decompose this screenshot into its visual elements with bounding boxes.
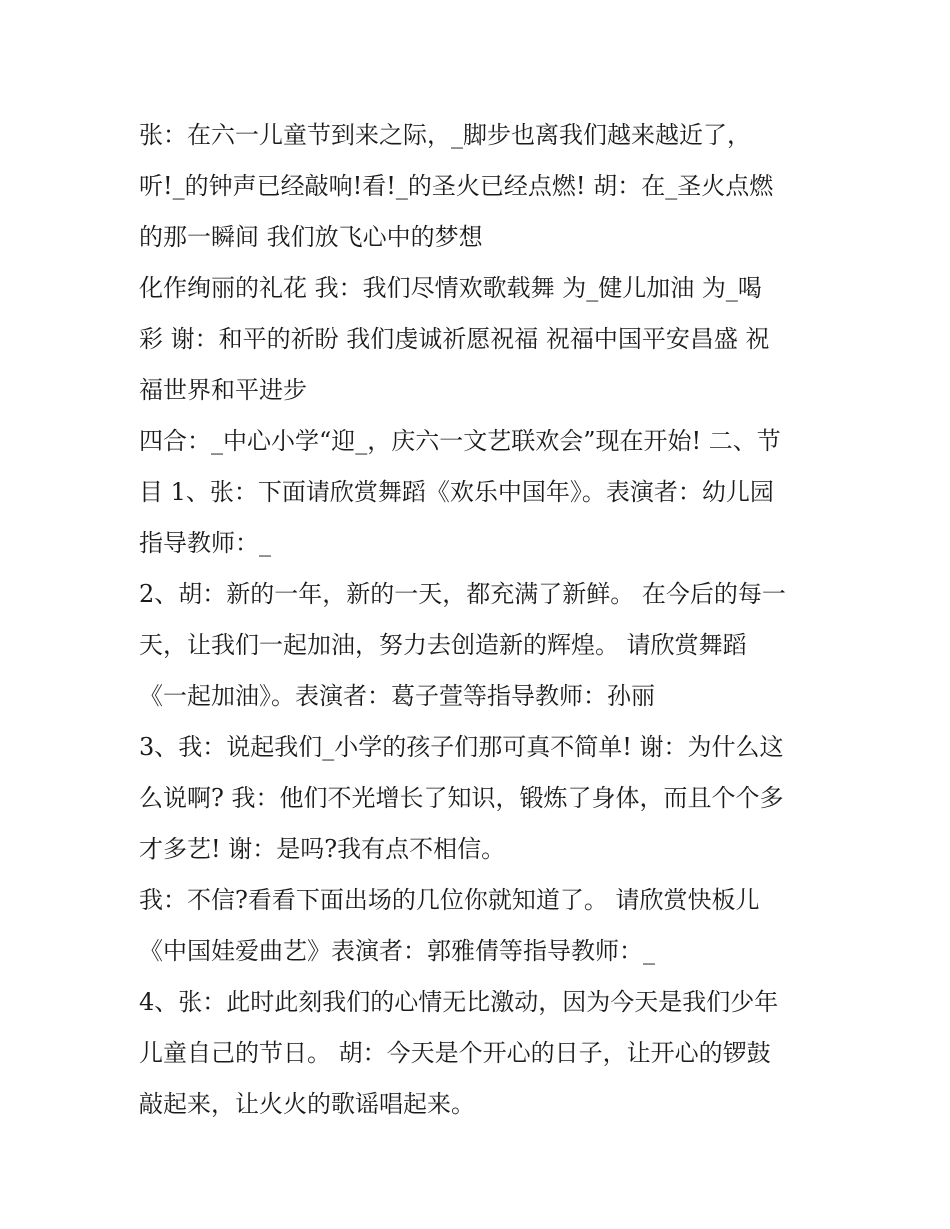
text-line: 化作绚丽的礼花 我：我们尽情欢歌载舞 为_健儿加油 为_喝 <box>139 274 762 302</box>
text-line: 的那一瞬间 我们放飞心中的梦想 <box>139 223 483 251</box>
text-line: 张：在六一儿童节到来之际，_脚步也离我们越来越近了， <box>139 121 751 149</box>
text-line: 目 1、张：下面请欣赏舞蹈《欢乐中国年》。表演者：幼儿园 <box>139 478 774 506</box>
text-line: 4、张：此时此刻我们的心情无比激动，因为今天是我们少年 <box>139 988 779 1016</box>
text-line: 福世界和平进步 <box>139 376 307 404</box>
text-line: 我：不信?看看下面出场的几位你就知道了。 请欣赏快板儿 <box>139 886 760 914</box>
text-line: 敲起来，让火火的歌谣唱起来。 <box>139 1090 475 1118</box>
text-line: 彩 谢：和平的祈盼 我们虔诚祈愿祝福 祝福中国平安昌盛 祝 <box>139 325 770 353</box>
text-line: 指导教师：_ <box>139 529 271 557</box>
text-line: 2、胡：新的一年，新的一天，都充满了新鲜。 在今后的每一 <box>139 580 786 608</box>
text-line: 3、我：说起我们_小学的孩子们那可真不简单! 谢：为什么这 <box>139 733 784 761</box>
text-line: 《一起加油》。表演者：葛子萱等指导教师：孙丽 <box>139 682 655 710</box>
text-line: 天，让我们一起加油，努力去创造新的辉煌。 请欣赏舞蹈 <box>139 631 747 659</box>
document-body <box>139 110 819 1130</box>
text-line: 四合：_中心小学“迎_，庆六一文艺联欢会”现在开始! 二、节 <box>139 427 781 455</box>
text-line: 《中国娃爱曲艺》表演者：郭雅倩等指导教师：_ <box>139 937 655 965</box>
text-line: 儿童自己的节日。 胡：今天是个开心的日子，让开心的锣鼓 <box>139 1039 771 1067</box>
text-line: 听!_的钟声已经敲响!看!_的圣火已经点燃! 胡：在_圣火点燃 <box>139 172 774 200</box>
text-line: 么说啊? 我：他们不光增长了知识，锻炼了身体，而且个个多 <box>139 784 784 812</box>
text-line: 才多艺! 谢：是吗?我有点不相信。 <box>139 835 506 863</box>
